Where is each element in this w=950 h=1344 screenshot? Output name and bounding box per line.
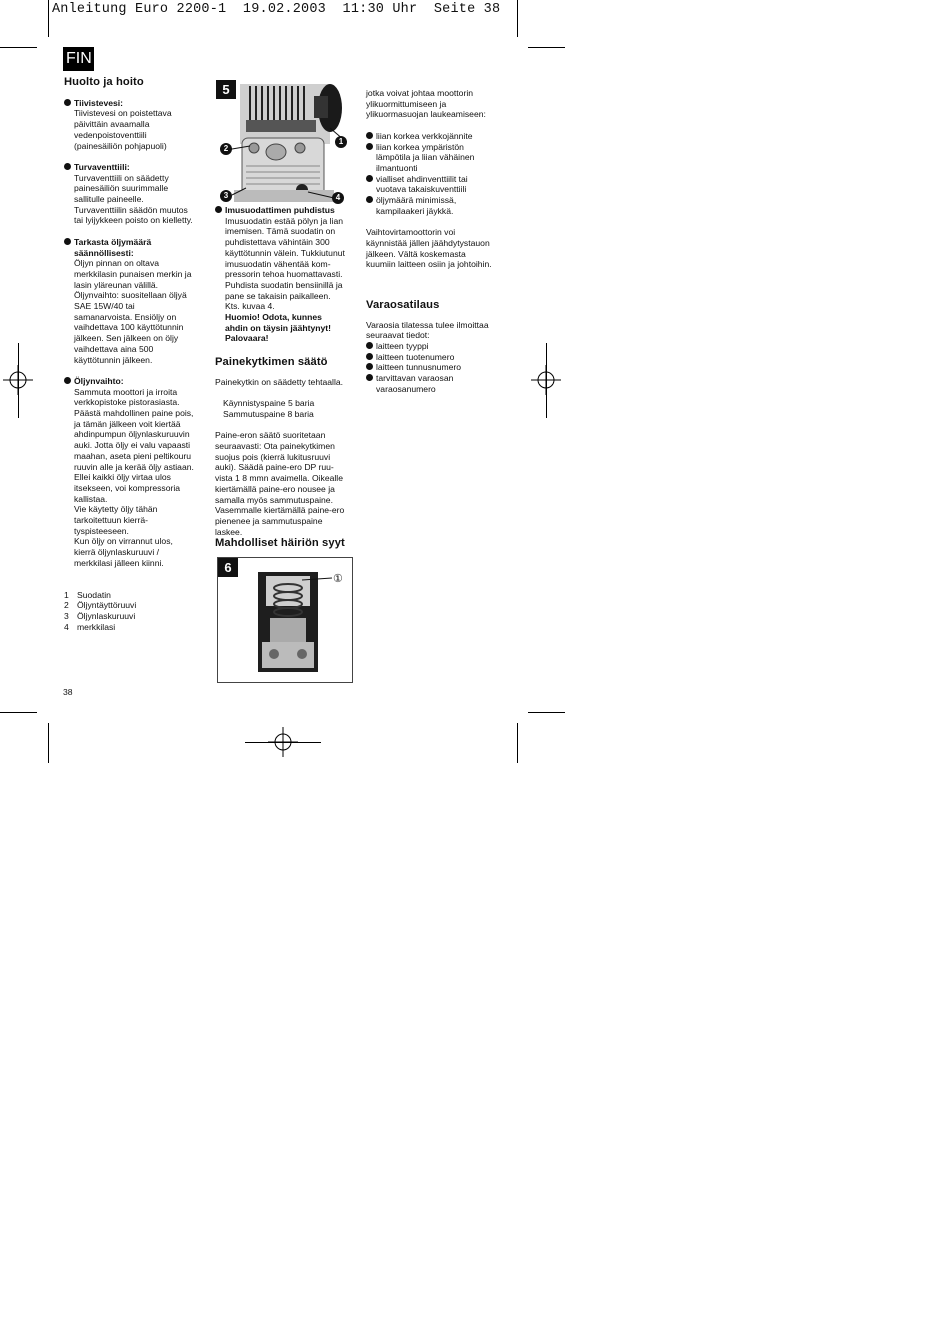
item-line: Ellei kaikki öljy virtaa ulos	[74, 472, 171, 483]
paragraph	[366, 88, 516, 120]
item-line: päivittäin avaamalla	[74, 119, 150, 130]
text-line: käynnistää jällen jäähdytystauon	[366, 237, 490, 248]
callout-marker: 2	[220, 143, 232, 155]
language-tab: FIN	[63, 47, 94, 71]
item-line: Sammuta moottori ja irroita	[74, 386, 178, 397]
bullet-icon	[366, 353, 373, 360]
bullet-icon	[215, 206, 222, 213]
item-line: jälkeen. Sen jälkeen on öljy	[74, 333, 179, 344]
item-line: käyttötunnin jälkeen.	[74, 354, 153, 365]
bullet-icon	[64, 163, 71, 170]
item-line: Öljynvaihto: suositellaan öljyä	[74, 290, 187, 301]
bullet-icon	[64, 238, 71, 245]
pressure-switch-photo	[218, 558, 352, 682]
item-line: tyspisteeseen.	[74, 525, 129, 536]
registration-line	[546, 343, 547, 418]
figure-number: 6	[218, 558, 238, 577]
crop-mark	[0, 47, 37, 48]
list-item: liian korkea ympäristön lämpötila ja liian vähäinen ilmantuonti	[366, 142, 516, 174]
legend-row: 2 Öljyntäyttöruuvi	[64, 600, 137, 611]
item-line: Turvaventtiilin säädön muutos	[74, 204, 188, 215]
item-line: ahdinpumpun öljynlaskuruuvin	[74, 429, 190, 440]
text-line: kiertämällä paine-ero nousee ja	[215, 483, 335, 494]
item-heading: Öljynvaihto:	[74, 375, 124, 386]
registration-line	[18, 343, 19, 418]
item-line: ruuvin alle ja kerää öljy astiaan.	[74, 461, 194, 472]
bullet-icon	[366, 374, 373, 381]
item-heading: Turvaventtiili:	[74, 161, 130, 172]
bullet-icon	[366, 342, 373, 349]
item-line: (painesäiliön pohjapuoli)	[74, 140, 167, 151]
item-heading: Tiivistevesi:	[74, 97, 124, 108]
bullet-icon	[64, 99, 71, 106]
figure-6	[217, 557, 353, 683]
item-line: lasin yläreunan välillä.	[74, 279, 159, 290]
text-line: ylikuormittumiseen ja	[366, 98, 447, 109]
crop-mark	[528, 47, 565, 48]
figure-number: 5	[216, 80, 236, 99]
item-line: Turvaventtiili on säädetty	[74, 172, 169, 183]
text-line: laskee.	[215, 526, 243, 537]
crop-mark	[48, 0, 49, 37]
column-faults-parts	[366, 88, 516, 395]
item-line: Vie käytetty öljy tähän	[74, 504, 158, 515]
item-line: Öljyn pinnan on oltava	[74, 258, 160, 269]
legend	[64, 590, 206, 633]
text-line: suojus pois (kierrä lukitusruuvi	[215, 451, 331, 462]
registration-line	[245, 742, 321, 743]
warning-line: Palovaara!	[225, 333, 269, 344]
list-item: laitteen tyyppi	[366, 341, 516, 352]
text-line: seuraavat tiedot:	[366, 330, 430, 341]
crop-mark	[48, 723, 49, 763]
figure-5	[216, 80, 350, 204]
list-item: laitteen tuotenumero	[366, 352, 516, 363]
text-line: Vasemmalle kiertämällä paine-ero	[215, 505, 345, 516]
item-line: itsekseen, voi kompressoria	[74, 482, 181, 493]
text-line: auki). Säädä paine-ero DP ruu-	[215, 462, 334, 473]
item-line: ja tämän jälkeen voit kiertää	[74, 418, 181, 429]
item-line: painesäiliön suurimmalle	[74, 183, 169, 194]
list-item: öljymäärä minimissä, kampilaakeri jäykkä.	[366, 195, 516, 216]
paragraph: Painekytkin on säädetty tehtaalla.	[215, 376, 344, 387]
bullet-icon	[366, 143, 373, 150]
paragraph	[215, 430, 357, 537]
list-item	[64, 237, 206, 365]
callout-marker: 3	[220, 190, 232, 202]
item-heading: säännöllisesti:	[74, 247, 134, 258]
callout-marker: 1	[335, 136, 347, 148]
item-line: SAE 15W/40 tai	[74, 301, 135, 312]
item-line: Kts. kuvaa 4.	[225, 301, 275, 312]
text-line: jälkeen. Vältä koskemasta	[366, 248, 466, 259]
warning-line: ahdin on täysin jäähtynyt!	[225, 322, 332, 333]
list-item: tarvittavan varaosan varaosanumero	[366, 373, 516, 394]
legend-row: 3 Öljynlaskuruuvi	[64, 611, 136, 621]
item-line: pane se takaisin paikalleen.	[225, 290, 331, 301]
item-line: imemisen. Tämä suodatin on	[225, 226, 336, 237]
value-line: Sammutuspaine 8 baria	[223, 408, 314, 419]
column-filter-switch	[215, 205, 357, 549]
item-line: imusuodatin vähentää kom-	[225, 258, 331, 269]
item-line: vaihdettava aina 500	[74, 343, 154, 354]
text-line: Vaihtovirtamoottorin voi	[366, 227, 456, 238]
text-line: ylikuormasuojan laukeamiseen:	[366, 109, 486, 120]
list-item: vialliset ahdinventtiilit tai vuotava takaiskuventtiili	[366, 174, 516, 195]
column-maintenance	[64, 77, 206, 632]
item-line: Kun öljy on virrannut ulos,	[74, 536, 173, 547]
text-line: jotka voivat johtaa moottorin	[366, 88, 474, 98]
print-header: Anleitung Euro 2200-1 19.02.2003 11:30 Uhr Seite 38	[52, 2, 501, 17]
item-line: vaihdettava 100 käyttötunnin	[74, 322, 184, 333]
list-item	[215, 205, 357, 344]
value-line: Käynnistyspaine 5 baria	[223, 398, 315, 409]
text-line: Varaosia tilatessa tulee ilmoittaa	[366, 319, 489, 330]
item-line: sallitulle paineelle.	[74, 194, 144, 205]
paragraph	[366, 320, 516, 341]
legend-row: 4 merkkilasi	[64, 621, 116, 632]
list-item	[64, 98, 206, 152]
crop-mark	[0, 712, 37, 713]
crop-mark	[528, 712, 565, 713]
item-line: Imusuodatin estää pölyn ja lian	[225, 215, 344, 226]
item-line: Päästä mahdollinen paine pois,	[74, 408, 194, 419]
bullet-icon	[64, 377, 71, 384]
item-line: merkkilasi jälleen kiinni.	[74, 557, 164, 568]
section-title: Mahdolliset häiriön syyt	[215, 537, 345, 550]
section-title: Painekytkimen säätö	[215, 356, 328, 369]
item-line: samanarvoista. Ensiöljy on	[74, 311, 177, 322]
item-line: kierrä öljynlaskuruuvi /	[74, 547, 160, 558]
text-line: vista 1 8 mmn avaimella. Oikealle	[215, 473, 343, 484]
bullet-icon	[366, 175, 373, 182]
text-line: kuumiin laitteen osiin ja johtoihin.	[366, 259, 492, 270]
item-line: tai lyijykkeen poisto on kielletty.	[74, 215, 193, 226]
callout-marker: 4	[332, 192, 344, 204]
bullet-icon	[366, 196, 373, 203]
item-line: merkkilasin punaisen merkin ja	[74, 268, 192, 279]
section-title: Varaosatilaus	[366, 298, 440, 311]
bullet-icon	[366, 363, 373, 370]
paragraph	[366, 227, 516, 270]
list-item	[64, 162, 206, 226]
crop-mark	[517, 723, 518, 763]
item-line: auki. Jotta öljy ei valu vapaasti	[74, 440, 191, 451]
page-number: 38	[63, 687, 73, 697]
legend-row: 1 Suodatin	[64, 589, 111, 600]
item-line: Tiivistevesi on poistettava	[74, 108, 172, 119]
text-line: pienenee ja sammutuspaine	[215, 515, 323, 526]
item-line: käyttötunnin välein. Tukkiutunut	[225, 247, 345, 258]
bullet-icon	[366, 132, 373, 139]
list-item	[64, 376, 206, 569]
list-item: liian korkea verkkojännite	[366, 131, 516, 142]
section-title: Huolto ja hoito	[64, 76, 144, 88]
item-line: puhdistettava vähintäin 300	[225, 237, 330, 248]
warning-line: Huomio! Odota, kunnes	[225, 312, 322, 323]
compressor-pump-photo	[216, 80, 350, 204]
list-item: laitteen tunnusnumero	[366, 362, 516, 373]
text-line: samalla myös sammutuspaine.	[215, 494, 333, 505]
item-line: vedenpoistoventtiili	[74, 129, 147, 140]
item-line: maahan, aseta pieni peltikouru	[74, 450, 192, 461]
item-line: pressorin tehoa huomattavasti.	[225, 269, 343, 280]
item-heading: Imusuodattimen puhdistus	[225, 205, 335, 215]
item-line: kallistaa.	[74, 493, 108, 504]
item-line: tarkoitettuun kierrä-	[74, 515, 149, 526]
text-line: Paine-eron säätö suoritetaan	[215, 430, 326, 441]
callout-marker: ①	[333, 573, 343, 585]
pressure-values	[215, 398, 357, 419]
item-line: verkkopistoke pistorasiasta.	[74, 397, 180, 408]
item-heading: Tarkasta öljymäärä	[74, 236, 152, 247]
text-line: seuraavasti: Ota painekytkimen	[215, 441, 335, 452]
item-line: Puhdista suodatin bensiinillä ja	[225, 279, 343, 290]
crop-mark	[517, 0, 518, 37]
